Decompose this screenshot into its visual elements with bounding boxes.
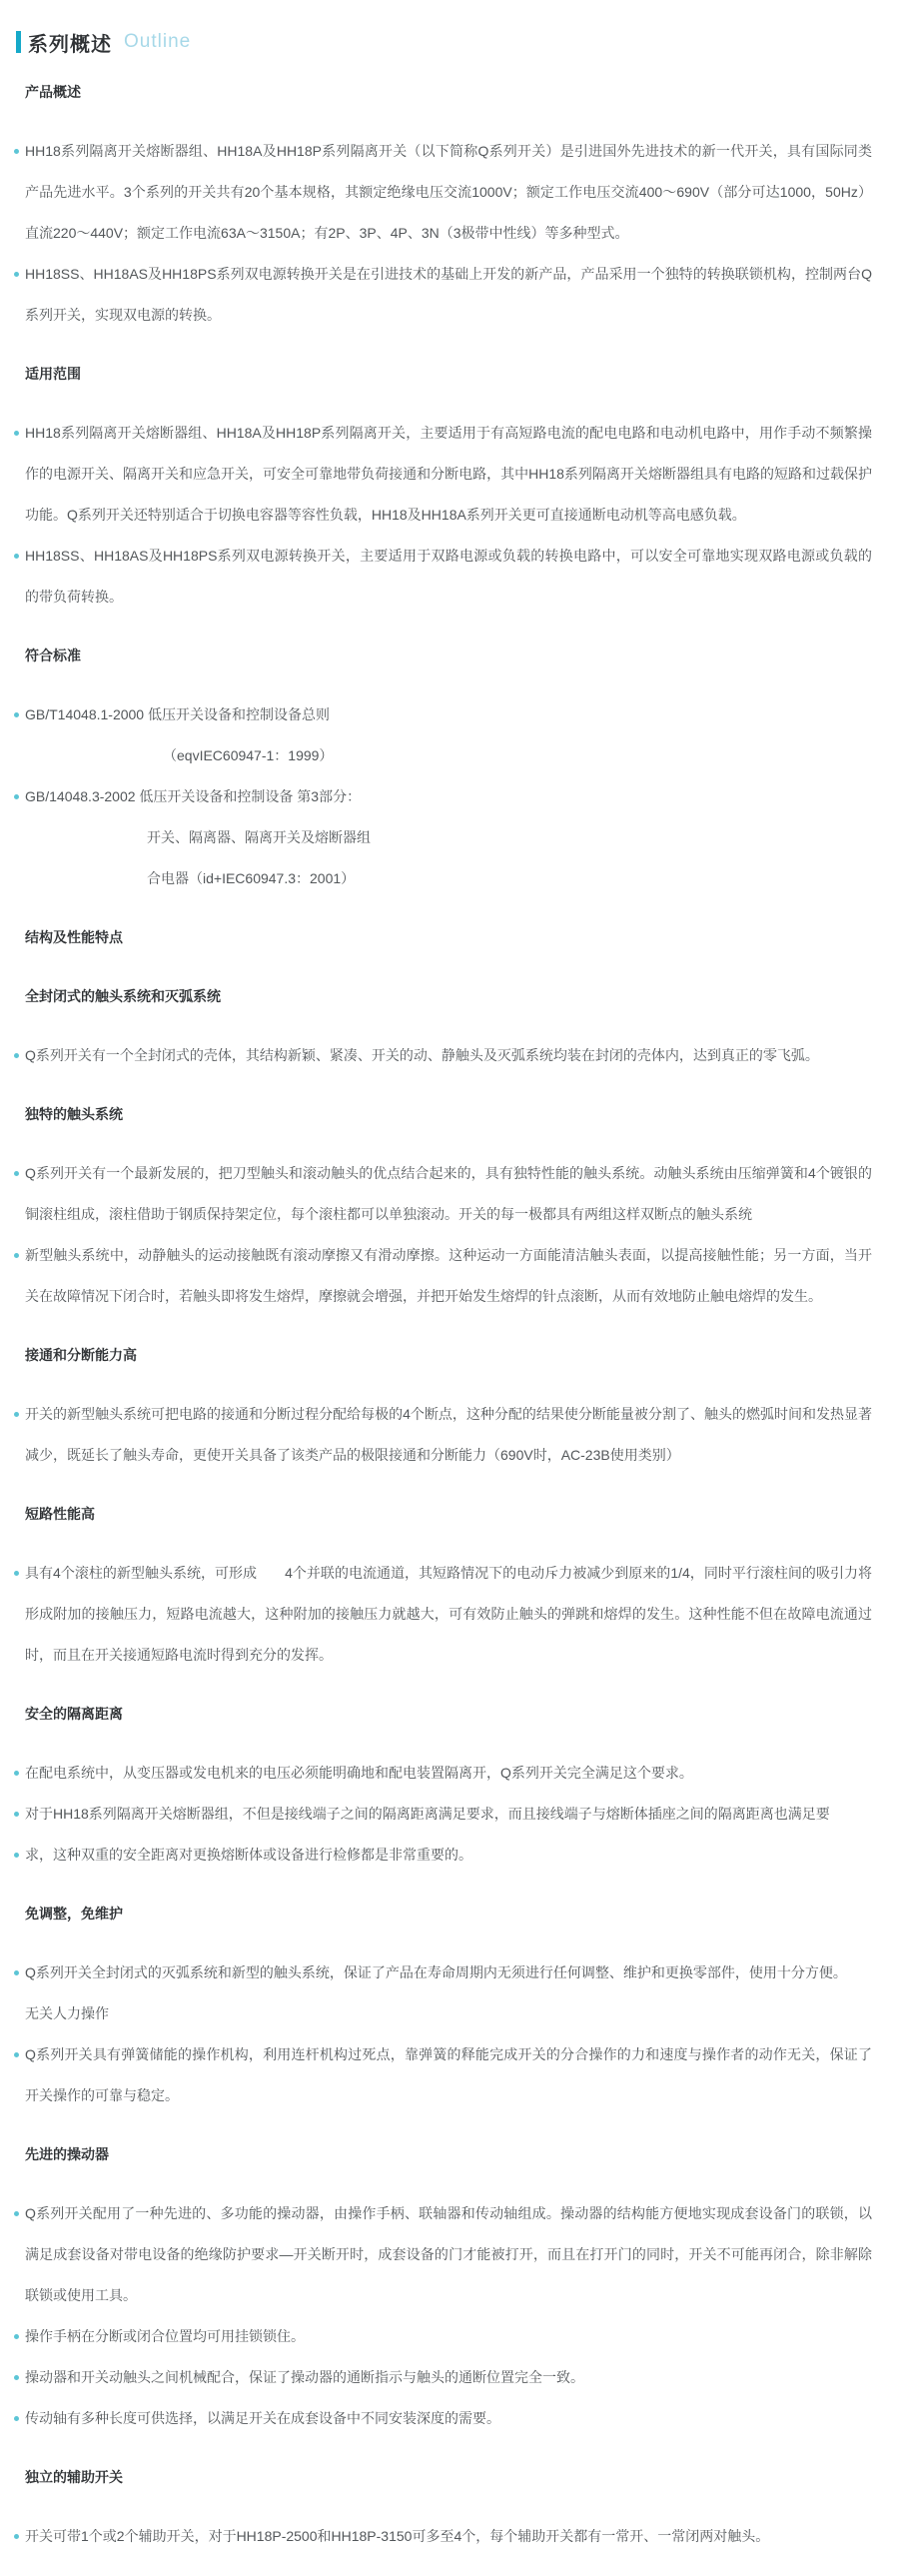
bullet-paragraph: 操作手柄在分断或闭合位置均可用挂锁锁住。 xyxy=(25,2316,872,2357)
section-heading: 结构及性能特点 xyxy=(25,929,123,945)
bullet-paragraph: 开关的新型触头系统可把电路的接通和分断过程分配给每极的4个断点，这种分配的结果使分断能量被分割了、触头的燃弧时间和发热显著减少，既延长了触头寿命，更使开关具备了该类产品的极限接通和分断能力（690V时，AC-23B使用类别） xyxy=(25,1394,872,1476)
section-heading: 全封闭式的触头系统和灭弧系统 xyxy=(25,988,221,1004)
section-heading: 短路性能高 xyxy=(25,1506,95,1522)
bullet-paragraph: HH18SS、HH18AS及HH18PS系列双电源转换开关，主要适用于双路电源或负载的转换电路中，可以安全可靠地实现双路电源或负载的的带负荷转换。 xyxy=(25,536,872,618)
bullet-paragraph: GB/T14048.1-2000 低压开关设备和控制设备总则 xyxy=(25,694,872,735)
indented-line: 合电器（id+IEC60947.3：2001） xyxy=(147,870,356,886)
section-heading: 先进的操动器 xyxy=(25,2146,109,2162)
section-heading: 安全的隔离距离 xyxy=(25,1706,123,1722)
bullet-paragraph: 新型触头系统中，动静触头的运动接触既有滚动摩擦又有滑动摩擦。这种运动一方面能清洁触头表面，以提高接触性能；另一方面，当开关在故障情况下闭合时，若触头即将发生熔焊，摩擦就会增强，并把开始发生熔焊的针点滚断，从而有效地防止触电熔焊的发生。 xyxy=(25,1235,872,1317)
section-heading: 独立的辅助开关 xyxy=(25,2469,123,2485)
document-content xyxy=(25,72,872,2557)
bullet-paragraph: 操动器和开关动触头之间机械配合，保证了操动器的通断指示与触头的通断位置完全一致。 xyxy=(25,2357,872,2398)
bullet-paragraph: Q系列开关具有弹簧储能的操作机构，利用连杆机构过死点，靠弹簧的释能完成开关的分合操作的力和速度与操作者的动作无关，保证了开关操作的可靠与稳定。 xyxy=(25,2034,872,2116)
section-heading: 适用范围 xyxy=(25,366,81,382)
bullet-paragraph: HH18系列隔离开关熔断器组、HH18A及HH18P系列隔离开关（以下简称Q系列开关）是引进国外先进技术的新一代开关，具有国际同类产品先进水平。3个系列的开关共有20个基本规格，其额定绝缘电压交流1000V；额定工作电压交流400～690V（部分可达1000，50Hz）直流220～440V；额定工作电流63A～3150A；有2P、3P、4P、3N（3极带中性线）等多种型式。 xyxy=(25,131,872,254)
bullet-paragraph: HH18SS、HH18AS及HH18PS系列双电源转换开关是在引进技术的基础上开发的新产品，产品采用一个独特的转换联锁机构，控制两台Q系列开关，实现双电源的转换。 xyxy=(25,254,872,336)
section-heading: 符合标准 xyxy=(25,647,81,663)
section-heading: 接通和分断能力高 xyxy=(25,1347,137,1363)
bullet-paragraph: 具有4个滚柱的新型触头系统，可形成 4个并联的电流通道，其短路情况下的电动斥力被减少到原来的1/4，同时平行滚柱间的吸引力将形成附加的接触压力，短路电流越大，这种附加的接触压力就越大，可有效防止触头的弹跳和熔焊的发生。这种性能不但在故障电流通过时，而且在开关接通短路电流时得到充分的发挥。 xyxy=(25,1553,872,1676)
bullet-paragraph: 对于HH18系列隔离开关熔断器组，不但是接线端子之间的隔离距离满足要求，而且接线端子与熔断体插座之间的隔离距离也满足要 xyxy=(25,1794,872,1835)
bullet-paragraph: Q系列开关配用了一种先进的、多功能的操动器，由操作手柄、联轴器和传动轴组成。操动器的结构能方便地实现成套设备门的联锁，以满足成套设备对带电设备的绝缘防护要求—开关断开时，成套设备的门才能被打开，而且在打开门的同时，开关不可能再闭合，除非解除联锁或使用工具。 xyxy=(25,2193,872,2316)
section-heading: 产品概述 xyxy=(25,84,81,100)
section-title-cn: 系列概述 xyxy=(28,33,112,56)
bullet-paragraph: 在配电系统中，从变压器或发电机来的电压必须能明确地和配电装置隔离开，Q系列开关完全满足这个要求。 xyxy=(25,1753,872,1794)
accent-bar-icon xyxy=(16,31,21,53)
section-heading: 独特的触头系统 xyxy=(25,1106,123,1122)
bullet-paragraph: Q系列开关有一个最新发展的，把刀型触头和滚动触头的优点结合起来的，具有独特性能的触头系统。动触头系统由压缩弹簧和4个镀银的铜滚柱组成，滚柱借助于钢质保持架定位，每个滚柱都可以单独滚动。开关的每一极都具有两组这样双断点的触头系统 xyxy=(25,1153,872,1235)
bullet-paragraph: 传动轴有多种长度可供选择，以满足开关在成套设备中不同安装深度的需要。 xyxy=(25,2398,872,2439)
indented-line: 开关、隔离器、隔离开关及熔断器组 xyxy=(147,829,371,845)
text-line: 无关人力操作 xyxy=(25,2005,109,2021)
bullet-paragraph: Q系列开关有一个全封闭式的壳体，其结构新颖、紧凑、开关的动、静触头及灭弧系统均装在封闭的壳体内，达到真正的零飞弧。 xyxy=(25,1035,872,1076)
bullet-paragraph: 开关可带1个或2个辅助开关，对于HH18P-2500和HH18P-3150可多至4个，每个辅助开关都有一常开、一常闭两对触头。 xyxy=(25,2516,872,2557)
indented-line-deep: （eqvIEC60947-1：1999） xyxy=(163,747,334,763)
section-heading: 免调整，免维护 xyxy=(25,1906,123,1922)
bullet-paragraph: HH18系列隔离开关熔断器组、HH18A及HH18P系列隔离开关，主要适用于有高短路电流的配电电路和电动机电路中，用作手动不频繁操作的电源开关、隔离开关和应急开关，可安全可靠地带负荷接通和分断电路，其中HH18系列隔离开关熔断器组具有电路的短路和过载保护功能。Q系列开关还特别适合于切换电容器等容性负载，HH18及HH18A系列开关更可直接通断电动机等高电感负载。 xyxy=(25,413,872,536)
bullet-paragraph: GB/14048.3-2002 低压开关设备和控制设备 第3部分： xyxy=(25,776,872,817)
section-title xyxy=(16,30,899,54)
bullet-paragraph: Q系列开关全封闭式的灭弧系统和新型的触头系统，保证了产品在寿命周期内无须进行任何调整、维护和更换零部件，使用十分方便。 xyxy=(25,1952,872,1993)
section-title-en: Outline xyxy=(124,31,192,52)
bullet-paragraph: 求，这种双重的安全距离对更换熔断体或设备进行检修都是非常重要的。 xyxy=(25,1835,872,1876)
